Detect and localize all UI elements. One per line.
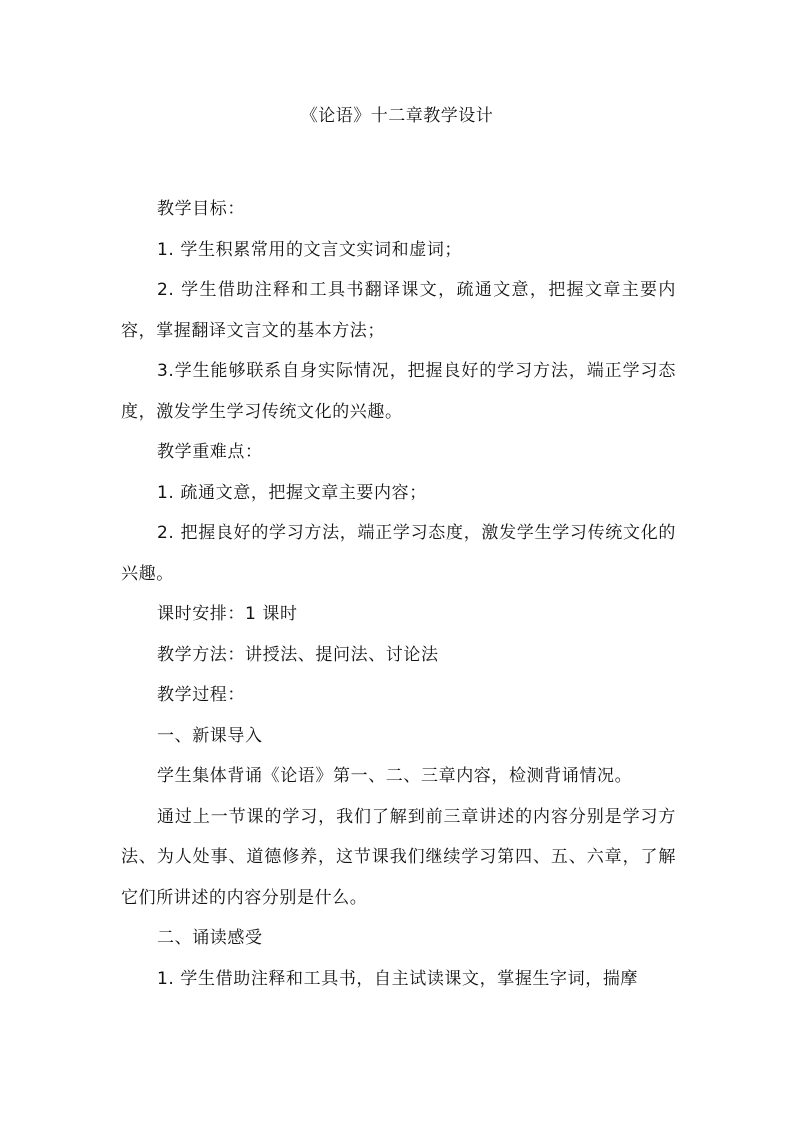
paragraph-teaching-goals-heading: 教学目标： <box>157 199 245 219</box>
paragraph-section-reading: 二、诵读感受 <box>157 928 263 948</box>
paragraph-teaching-methods: 教学方法：讲授法、提问法、讨论法 <box>157 644 439 665</box>
paragraph-key-points-heading: 教学重难点： <box>157 442 263 462</box>
paragraph-class-hours: 课时安排：1 课时 <box>157 604 298 624</box>
paragraph-section-intro: 一、新课导入 <box>157 725 263 746</box>
paragraph-reading-1: 1. 学生借助注释和工具书，自主试读课文，掌握生字词，揣摩 <box>157 968 639 989</box>
paragraph-review: 通过上一节课的学习，我们了解到前三章讲述的内容分别是学习方法、为人处事、道德修养，这节课我们继续学习第四、五、六章，了解它们所讲述的内容分别是什么。 <box>121 806 676 908</box>
paragraph-goal-1: 1. 学生积累常用的文言文实词和虚词； <box>157 239 463 260</box>
paragraph-goal-2: 2. 学生借助注释和工具书翻译课文，疏通文意，把握文章主要内容，掌握翻译文言文的基本方法； <box>121 280 676 341</box>
document-body <box>121 189 676 999</box>
document-title: 《论语》十二章教学设计 <box>300 106 494 126</box>
paragraph-recitation: 学生集体背诵《论语》第一、二、三章内容，检测背诵情况。 <box>157 766 633 786</box>
paragraph-key-point-1: 1. 疏通文意，把握文章主要内容； <box>157 482 427 503</box>
paragraph-goal-3: 3.学生能够联系自身实际情况，把握良好的学习方法，端正学习态度，激发学生学习传统文化的兴趣。 <box>121 361 676 422</box>
paragraph-teaching-process-heading: 教学过程： <box>157 685 245 705</box>
paragraph-key-point-2: 2. 把握良好的学习方法，端正学习态度，激发学生学习传统文化的兴趣。 <box>121 523 676 584</box>
